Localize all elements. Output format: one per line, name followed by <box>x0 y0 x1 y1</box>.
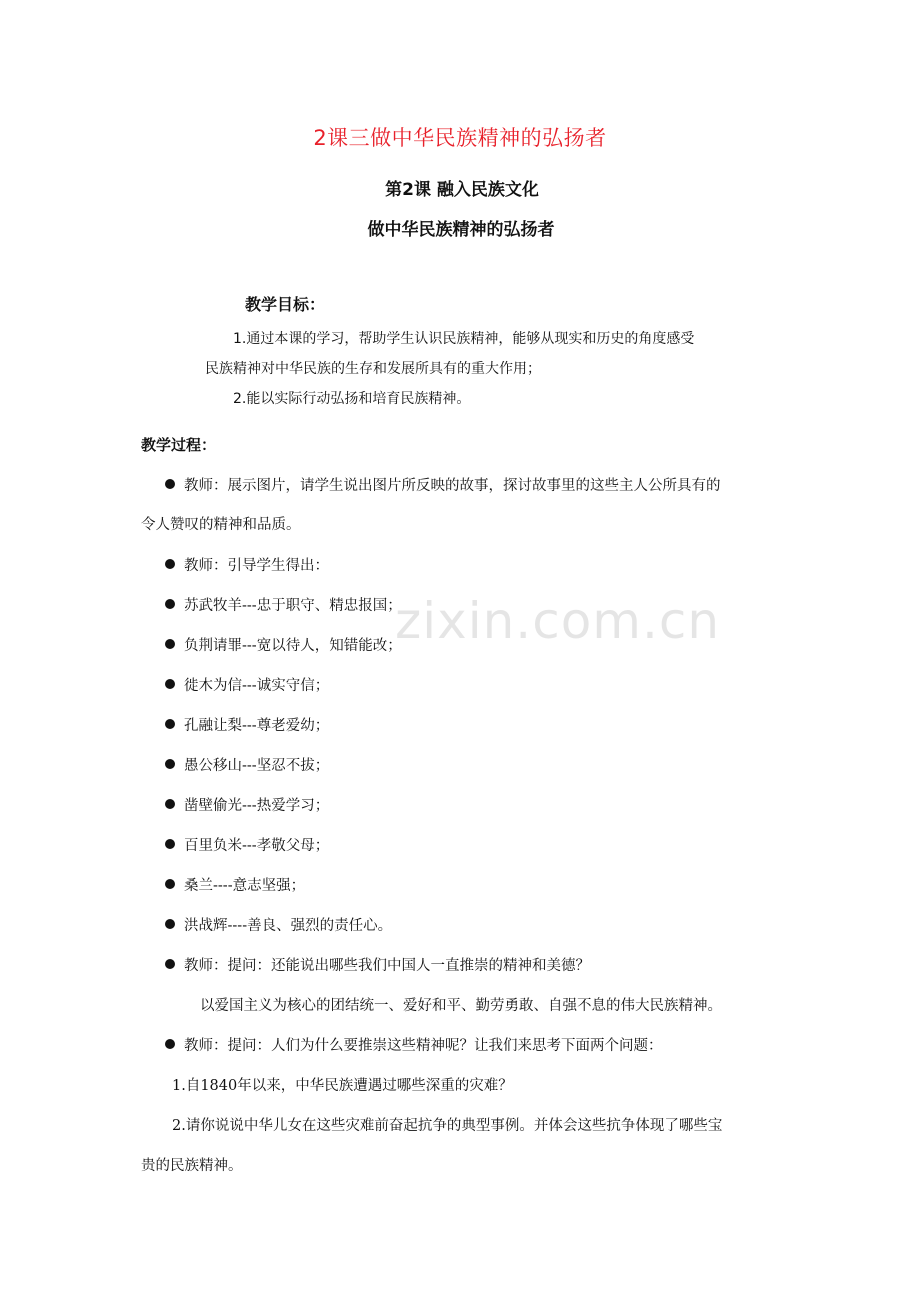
story-item <box>165 636 402 656</box>
bullet-icon <box>165 759 175 769</box>
goal-item-1-line-1: 1.通过本课的学习，帮助学生认识民族精神，能够从现实和历史的角度感受 <box>233 331 695 347</box>
story-item <box>165 916 392 936</box>
story-text: 苏武牧羊---忠于职守、精忠报国； <box>184 598 402 614</box>
story-text: 愚公移山---坚忍不拔； <box>184 758 330 774</box>
bullet-text: 教师：引导学生得出： <box>184 558 329 574</box>
process-heading: 教学过程： <box>141 436 217 454</box>
bullet-text: 教师：提问：人们为什么要推崇这些精神呢？让我们来思考下面两个问题： <box>184 1038 663 1054</box>
topic-subtitle: 做中华民族精神的弘扬者 <box>367 220 555 240</box>
story-text: 孔融让梨---尊老爱幼； <box>184 718 330 734</box>
lesson-subtitle: 第2课 融入民族文化 <box>385 180 539 200</box>
bullet-text: 教师：提问：还能说出哪些我们中国人一直推崇的精神和美德？ <box>184 958 590 974</box>
bullet-icon <box>165 719 175 729</box>
bullet-item <box>165 556 329 576</box>
goals-heading: 教学目标： <box>245 295 326 314</box>
question-1: 1.自1840年以来，中华民族遭遇过哪些深重的灾难？ <box>172 1078 513 1094</box>
bullet-icon <box>165 599 175 609</box>
bullet-text: 教师：展示图片，请学生说出图片所反映的故事，探讨故事里的这些主人公所具有的 <box>184 478 721 494</box>
bullet-icon <box>165 919 175 929</box>
story-item <box>165 596 402 616</box>
bullet-item <box>165 476 721 496</box>
story-text: 负荆请罪---宽以待人，知错能改； <box>184 638 402 654</box>
bullet-item <box>165 1036 663 1056</box>
story-text: 凿壁偷光---热爱学习； <box>184 798 330 814</box>
story-item <box>165 876 305 896</box>
bullet-continuation: 令人赞叹的精神和品质。 <box>141 517 301 533</box>
story-text: 洪战辉----善良、强烈的责任心。 <box>184 918 393 934</box>
bullet-icon <box>165 879 175 889</box>
story-text: 百里负米---孝敬父母； <box>184 838 330 854</box>
story-item <box>165 756 329 776</box>
question-2-line-1: 2.请你说说中华儿女在这些灾难前奋起抗争的典型事例。并体会这些抗争体现了哪些宝 <box>172 1118 723 1134</box>
bullet-icon <box>165 479 175 489</box>
bullet-icon <box>165 639 175 649</box>
question-2-line-2: 贵的民族精神。 <box>141 1158 243 1174</box>
goal-item-1-line-2: 民族精神对中华民族的生存和发展所具有的重大作用； <box>205 361 541 377</box>
story-item <box>165 716 329 736</box>
bullet-icon <box>165 839 175 849</box>
story-item <box>165 676 329 696</box>
bullet-icon <box>165 799 175 809</box>
bullet-icon <box>165 559 175 569</box>
story-text: 徙木为信---诚实守信； <box>184 678 330 694</box>
answer-text: 以爱国主义为核心的团结统一、爱好和平、勤劳勇敢、自强不息的伟大民族精神。 <box>200 998 722 1014</box>
story-item <box>165 796 329 816</box>
watermark: zixin.com.cn <box>395 592 721 650</box>
goal-item-2: 2.能以实际行动弘扬和培育民族精神。 <box>233 391 471 407</box>
bullet-icon <box>165 959 175 969</box>
story-text: 桑兰----意志坚强； <box>184 878 306 894</box>
bullet-icon <box>165 1039 175 1049</box>
story-item <box>165 836 329 856</box>
bullet-item <box>165 956 590 976</box>
bullet-icon <box>165 679 175 689</box>
main-title: 2课三做中华民族精神的弘扬者 <box>313 126 607 150</box>
